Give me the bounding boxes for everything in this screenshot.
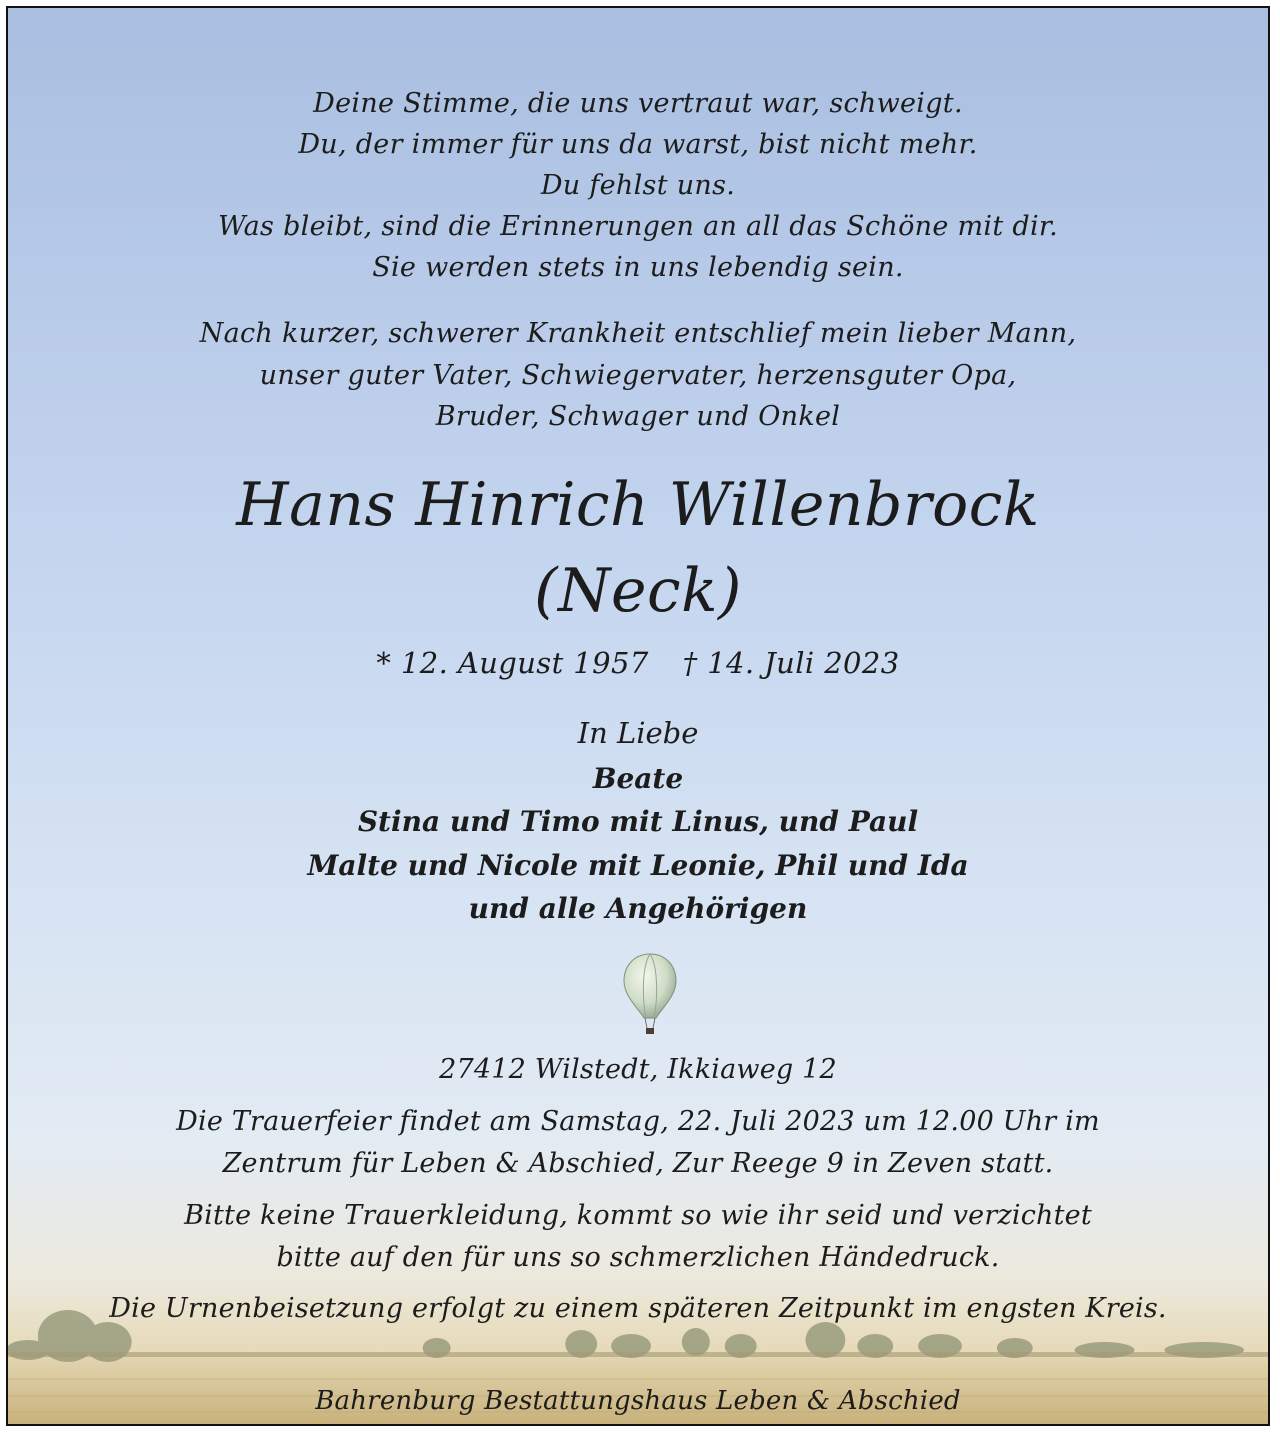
intro-line: Nach kurzer, schwerer Krankheit entschlief mein lieber Mann, <box>199 318 1077 349</box>
burial-line: Die Urnenbeisetzung erfolgt zu einem späteren Zeitpunkt im engsten Kreis. <box>109 1293 1167 1324</box>
deceased-name: Hans Hinrich Willenbrock <box>236 470 1040 540</box>
funeral-home-footer: Bahrenburg Bestattungshaus Leben & Abschied <box>315 1386 961 1416</box>
mourner-name: und alle Angehörigen <box>468 892 808 925</box>
mourners-lead: In Liebe <box>577 716 699 750</box>
request-line: bitte auf den für uns so schmerzlichen Händedruck. <box>276 1242 1000 1273</box>
ceremony-line: Zentrum für Leben & Abschied, Zur Reege 9 in Zeven statt. <box>222 1148 1054 1179</box>
deceased-nickname: (Neck) <box>534 556 742 626</box>
poem-line: Sie werden stets in uns lebendig sein. <box>372 252 904 283</box>
intro-line: unser guter Vater, Schwiegervater, herzensguter Opa, <box>259 360 1017 391</box>
intro-line: Bruder, Schwager und Onkel <box>435 401 841 432</box>
ceremony-line: Die Trauerfeier findet am Samstag, 22. Juli 2023 um 12.00 Uhr im <box>176 1106 1100 1137</box>
mourner-name: Stina und Timo mit Linus, und Paul <box>357 805 919 838</box>
mourner-name: Malte und Nicole mit Leonie, Phil und Ida <box>307 849 969 882</box>
obituary-notice <box>6 6 1270 1426</box>
mourner-name: Beate <box>592 762 684 795</box>
poem-line: Du, der immer für uns da warst, bist nicht mehr. <box>298 129 978 160</box>
poem-line: Deine Stimme, die uns vertraut war, schweigt. <box>313 88 963 119</box>
request-line: Bitte keine Trauerkleidung, kommt so wie ihr seid und verzichtet <box>184 1200 1092 1231</box>
address-line: 27412 Wilstedt, Ikkiaweg 12 <box>439 1054 837 1085</box>
hot-air-balloon-icon <box>622 952 678 1042</box>
life-dates <box>8 646 1268 680</box>
poem-line: Was bleibt, sind die Erinnerungen an all das Schöne mit dir. <box>217 211 1059 242</box>
poem-line: Du fehlst uns. <box>540 170 736 201</box>
birth-date: * 12. August 1957 <box>376 646 649 680</box>
death-date: † 14. Juli 2023 <box>682 646 900 680</box>
